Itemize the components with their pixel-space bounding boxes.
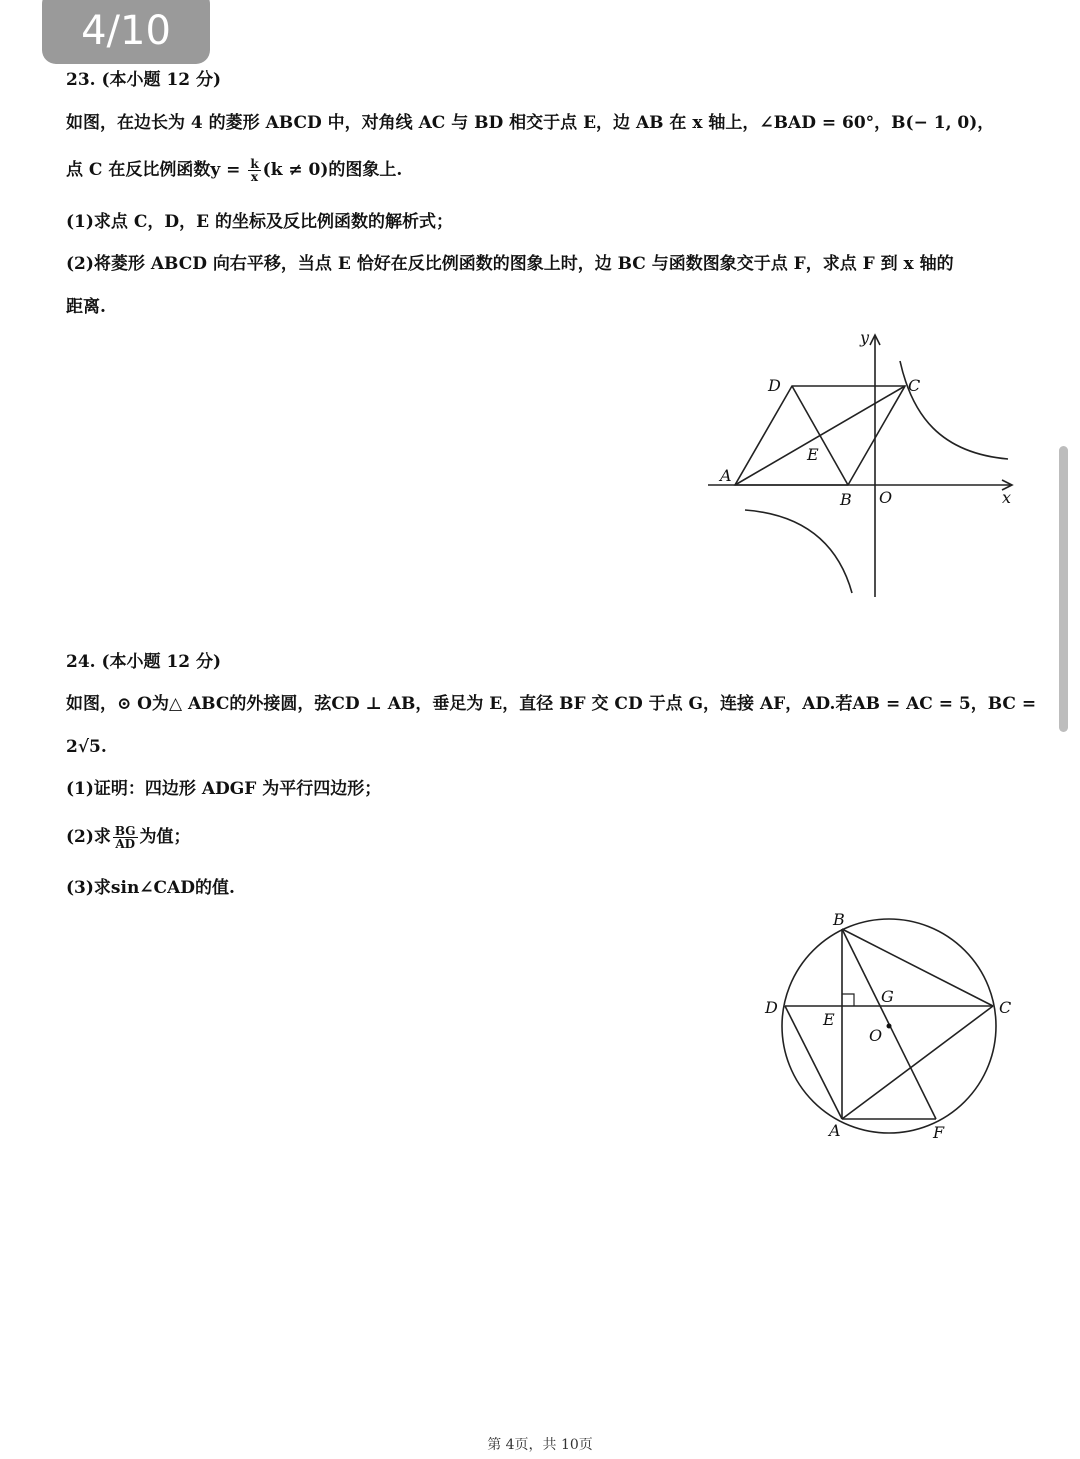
q24-part2-pre: (2)求 <box>66 827 111 847</box>
label-y: y <box>860 328 870 347</box>
q24-header: 24. (本小题 12 分) <box>66 652 222 672</box>
q24-part3: (3)求sin∠CAD的值. <box>66 878 235 898</box>
q23-frac-den: x <box>250 170 259 184</box>
page-footer: 第 4页，共 10页 <box>487 1437 593 1453</box>
q24-statement-line2: 2√5. <box>66 737 107 757</box>
chord-ac <box>842 1006 993 1119</box>
label-b: B <box>833 910 845 929</box>
label-e: E <box>823 1010 835 1029</box>
q24-frac-num: BG <box>114 824 136 838</box>
label-x: x <box>1002 488 1012 507</box>
q23-header: 23. (本小题 12 分) <box>66 70 222 90</box>
q24-fraction <box>113 825 138 850</box>
label-a: A <box>720 466 732 485</box>
label-b: B <box>840 490 852 509</box>
chord-bc <box>842 929 993 1006</box>
q23-fraction <box>248 158 260 183</box>
label-f: F <box>933 1123 945 1142</box>
q23-part2: (2)将菱形 ABCD 向右平移，当点 E 恰好在反比例函数的图象上时，边 BC 与函数图象交于点 F，求点 F 到 x 轴的 <box>66 254 954 274</box>
label-a: A <box>829 1121 841 1140</box>
label-o: O <box>879 488 893 507</box>
q23-frac-num: k <box>250 157 259 171</box>
q23-part1: (1)求点 C，D，E 的坐标及反比例函数的解析式； <box>66 212 453 232</box>
label-c: C <box>999 998 1012 1017</box>
q24-part2-post: 为值； <box>139 827 191 847</box>
label-e: E <box>807 445 819 464</box>
q23-line2-pre: 点 C 在反比例函数y = <box>66 160 247 180</box>
q24-circle-figure <box>755 905 1035 1159</box>
q24-part1: (1)证明：四边形 ADGF 为平行四边形； <box>66 779 382 799</box>
q23-rhombus-figure <box>700 325 1030 609</box>
q24-part2 <box>66 825 191 850</box>
q24-statement-line1: 如图，⊙ O为△ ABC的外接圆，弦CD ⊥ AB，垂足为 E，直径 BF 交 CD 于点 G，连接 AF，AD.若AB = AC = 5，BC = <box>66 694 1037 714</box>
q23-part2-continued: 距离. <box>66 297 106 317</box>
q23-statement-line2 <box>66 158 402 183</box>
hyperbola-branch-2 <box>745 510 852 593</box>
q23-line2-post: (k ≠ 0)的图象上. <box>262 160 403 180</box>
label-o: O <box>869 1026 883 1045</box>
center-point-o <box>887 1024 892 1029</box>
label-d: D <box>765 998 778 1017</box>
scrollbar[interactable] <box>1059 446 1068 732</box>
q24-frac-den: AD <box>115 837 136 851</box>
page-indicator-badge: 4/10 <box>42 0 210 64</box>
right-angle-mark <box>842 994 854 1006</box>
label-d: D <box>768 376 781 395</box>
diagonal-bd <box>792 386 848 485</box>
label-c: C <box>908 376 921 395</box>
q23-statement-line1: 如图，在边长为 4 的菱形 ABCD 中，对角线 AC 与 BD 相交于点 E，边 AB 在 x 轴上，∠BAD = 60°，B(− 1, 0)， <box>66 113 995 133</box>
label-g: G <box>881 987 894 1006</box>
